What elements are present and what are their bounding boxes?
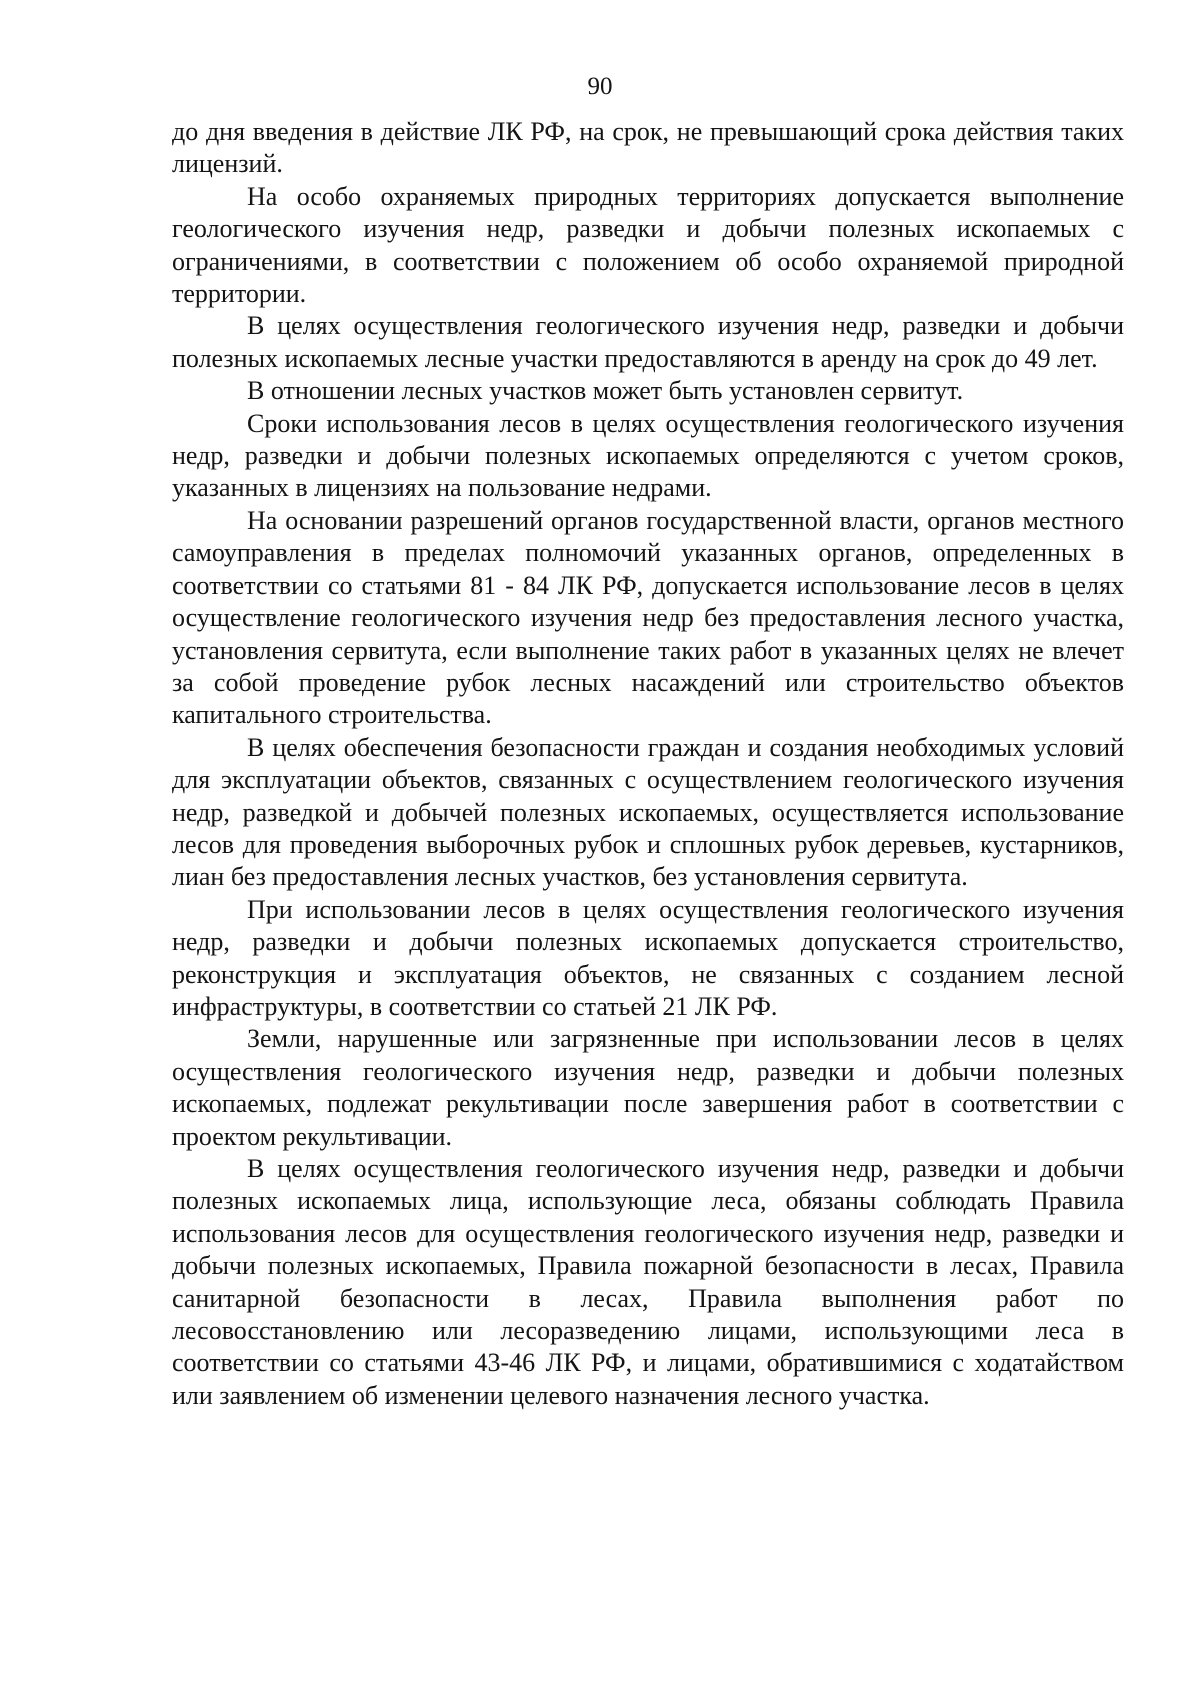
paragraph-continuation: до дня введения в действие ЛК РФ, на срок, не превышающий срока действия таких лицензий. [172,117,1124,179]
paragraph: На основании разрешений органов государственной власти, органов местного самоуправления в пределах полномочий указанных органов, определенных в соответствии со статьями 81 - 84 ЛК РФ, допускается использование лесов в целях осуществление геологического изучения недр без предоставления лесного участка, установления сервитута, если выполнение таких работ в указанных целях не влечет за собой проведение рубок лесных насаждений или строительство объектов капитального строительства. [172,505,1124,730]
paragraph: В целях обеспечения безопасности граждан и создания необходимых условий для эксплуатации объектов, связанных с осуществлением геологического изучения недр, разведкой и добычей полезных ископаемых, осуществляется использование лесов для проведения выборочных рубок и сплошных рубок деревьев, кустарников, лиан без предоставления лесных участков, без установления сервитута. [172,732,1124,892]
paragraph: При использовании лесов в целях осуществления геологического изучения недр, разведки и добычи полезных ископаемых допускается строительство, реконструкция и эксплуатация объектов, не связанных с созданием лесной инфраструктуры, в соответствии со статьей 21 ЛК РФ. [172,894,1124,1021]
page-number: 90 [587,73,613,100]
paragraph: На особо охраняемых природных территориях допускается выполнение геологического изучения недр, разведки и добычи полезных ископаемых с ограничениями, в соответствии с положением об особо охраняемой природной территории. [172,181,1124,309]
paragraph: В целях осуществления геологического изучения недр, разведки и добычи полезных ископаемых лица, использующие леса, обязаны соблюдать Правила использования лесов для осуществления геологического изучения недр, разведки и добычи полезных ископаемых, Правила пожарной безопасности в лесах, Правила санитарной безопасности в лесах, Правила выполнения работ по лесовосстановлению или лесоразведению лицами, использующими леса в соответствии со статьями 43-46 ЛК РФ, и лицами, обратившимися с ходатайством или заявлением об изменении целевого назначения лесного участка. [172,1154,1124,1410]
paragraph: В целях осуществления геологического изучения недр, разведки и добычи полезных ископаемых лесные участки предоставляются в аренду на срок до 49 лет. [172,311,1124,373]
paragraph: Сроки использования лесов в целях осуществления геологического изучения недр, разведки и добычи полезных ископаемых определяются с учетом сроков, указанных в лицензиях на пользование недрами. [172,408,1124,503]
paragraph: Земли, нарушенные или загрязненные при использовании лесов в целях осуществления геологического изучения недр, разведки и добычи полезных ископаемых, подлежат рекультивации после завершения работ в соответствии с проектом рекультивации. [172,1024,1124,1151]
paragraph: В отношении лесных участков может быть установлен сервитут. [247,376,964,406]
document-body [172,116,1124,1412]
